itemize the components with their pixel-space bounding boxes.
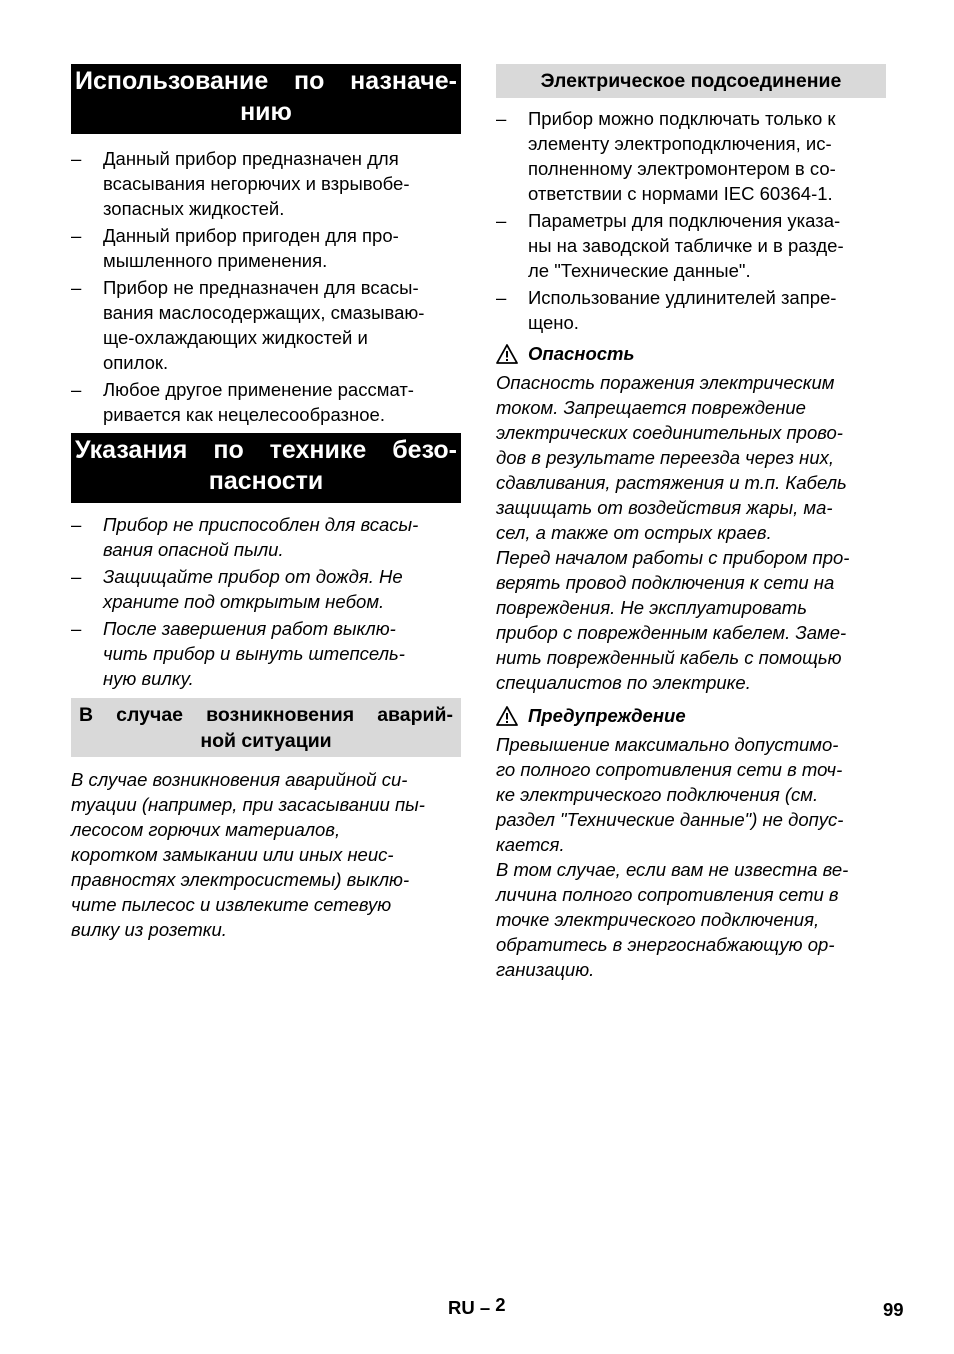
text-line: коротком замыкании или иных неис- [71, 844, 394, 865]
text-line: ле "Технические данные". [528, 260, 751, 281]
list-item [71, 616, 461, 691]
list-item [496, 285, 886, 335]
text-line: точке электрического подключения, [496, 909, 820, 930]
text-line: В том случае, если вам не известна ве- [496, 859, 849, 880]
section-heading-emergency [71, 698, 461, 757]
warning-title [496, 703, 886, 728]
danger-paragraph [496, 370, 886, 695]
dash-bullet: – [71, 277, 82, 298]
emergency-paragraph [71, 767, 461, 942]
text-line: опилок. [103, 352, 169, 373]
dash-bullet: – [496, 287, 507, 308]
electrical-list [496, 106, 886, 335]
text-line: вания маслосодержащих, смазываю- [103, 302, 425, 323]
footer-language-code [448, 1294, 506, 1319]
text-line: кается. [496, 834, 565, 855]
dash-bullet: – [71, 566, 82, 587]
text-line: Защищайте прибор от дождя. Не [103, 566, 403, 587]
text-line: специалистов по электрике. [496, 672, 751, 693]
heading-line: нию [240, 98, 292, 126]
warning-triangle-icon [496, 344, 518, 364]
text-line: ную вилку. [103, 668, 194, 689]
text-line: вания опасной пыли. [103, 539, 284, 560]
text-line: полненному электромонтером в со- [528, 158, 836, 179]
dash-bullet: – [71, 514, 82, 535]
text-line: Данный прибор пригоден для про- [103, 225, 399, 246]
safety-list [71, 512, 461, 691]
text-line: Данный прибор предназначен для [103, 148, 399, 169]
text-line: В случае возникновения аварийной си- [71, 769, 408, 790]
footer-code-prefix: RU – [448, 1297, 496, 1318]
text-line: обратитесь в энергоснабжающую ор- [496, 934, 835, 955]
text-line: защищать от воздействия жары, ма- [496, 497, 833, 518]
dash-bullet: – [71, 379, 82, 400]
danger-label: Опасность [528, 343, 635, 364]
dash-bullet: – [496, 210, 507, 231]
text-line: всасывания негорючих и взрывобе- [103, 173, 410, 194]
list-item [71, 275, 461, 375]
warning-label: Предупреждение [528, 705, 686, 726]
text-line: повреждения. Не эксплуатировать [496, 597, 807, 618]
text-line: Опасность поражения электрическим [496, 372, 835, 393]
right-column [496, 64, 886, 982]
text-line: Прибор не предназначен для всасы- [103, 277, 419, 298]
text-line: чите пылесос и извлеките сетевую [71, 894, 392, 915]
text-line: ке электрического подключения (см. [496, 784, 819, 805]
text-line: нить поврежденный кабель с помощью [496, 647, 842, 668]
section-heading-intended-use [71, 64, 461, 134]
text-line: После завершения работ выклю- [103, 618, 396, 639]
list-item [71, 564, 461, 614]
text-line: щено. [528, 312, 579, 333]
dash-bullet: – [496, 108, 507, 129]
heading-line: Указания по технике безо- [75, 436, 457, 464]
text-line: личина полного сопротивления сети в [496, 884, 839, 905]
text-line: ще-охлаждающих жидкостей и [103, 327, 368, 348]
section-heading-electrical: Электрическое подсоединение [496, 64, 886, 98]
text-line: туации (например, при засасывании пы- [71, 794, 425, 815]
list-item [71, 146, 461, 221]
text-line: правностях электросистемы) выклю- [71, 869, 410, 890]
text-line: Прибор не приспособлен для всасы- [103, 514, 419, 535]
dash-bullet: – [71, 618, 82, 639]
list-item [71, 223, 461, 273]
text-line: элементу электроподключения, ис- [528, 133, 832, 154]
dash-bullet: – [71, 148, 82, 169]
text-line: ответствии с нормами IEC 60364-1. [528, 183, 833, 204]
text-line: током. Запрещается повреждение [496, 397, 806, 418]
text-line: сдавливания, растяжения и т.п. Кабель [496, 472, 847, 493]
text-line: Параметры для подключения указа- [528, 210, 841, 231]
heading-line: ной ситуации [200, 730, 332, 752]
text-line: дов в результате переезда через них, [496, 447, 835, 468]
list-item [496, 208, 886, 283]
page-number: 99 [883, 1299, 904, 1320]
text-line: верять провод подключения к сети на [496, 572, 835, 593]
text-line: мышленного применения. [103, 250, 328, 271]
heading-line: пасности [208, 467, 324, 495]
text-line: раздел "Технические данные") не допус- [496, 809, 844, 830]
text-line: го полного сопротивления сети в точ- [496, 759, 843, 780]
section-heading-safety [71, 433, 461, 503]
footer-code-number: 2 [495, 1294, 506, 1315]
text-line: Любое другое применение рассмат- [103, 379, 414, 400]
text-line: чить прибор и вынуть штепсель- [103, 643, 405, 664]
text-line: Прибор можно подключать только к [528, 108, 836, 129]
text-line: зопасных жидкостей. [103, 198, 285, 219]
intended-use-list [71, 146, 461, 427]
warning-paragraph [496, 732, 886, 982]
dash-bullet: – [71, 225, 82, 246]
text-line: храните под открытым небом. [103, 591, 385, 612]
text-line: сел, а также от острых краев. [496, 522, 772, 543]
text-line: Использование удлинителей запре- [528, 287, 837, 308]
list-item [71, 377, 461, 427]
text-line: ны на заводской табличке и в разде- [528, 235, 844, 256]
text-line: ганизацию. [496, 959, 595, 980]
text-line: вилку из розетки. [71, 919, 227, 940]
text-line: Превышение максимально допустимо- [496, 734, 839, 755]
heading-line: Использование по назначе- [75, 67, 457, 95]
text-line: Перед началом работы с прибором про- [496, 547, 850, 568]
heading-line: В случае возникновения аварий- [79, 704, 453, 726]
list-item [496, 106, 886, 206]
text-line: лесосом горючих материалов, [71, 819, 341, 840]
text-line: электрических соединительных прово- [496, 422, 843, 443]
text-line: прибор с поврежденным кабелем. Заме- [496, 622, 847, 643]
list-item [71, 512, 461, 562]
warning-triangle-icon [496, 706, 518, 726]
left-column [71, 64, 461, 942]
text-line: ривается как нецелесообразное. [103, 404, 385, 425]
danger-title [496, 341, 886, 366]
